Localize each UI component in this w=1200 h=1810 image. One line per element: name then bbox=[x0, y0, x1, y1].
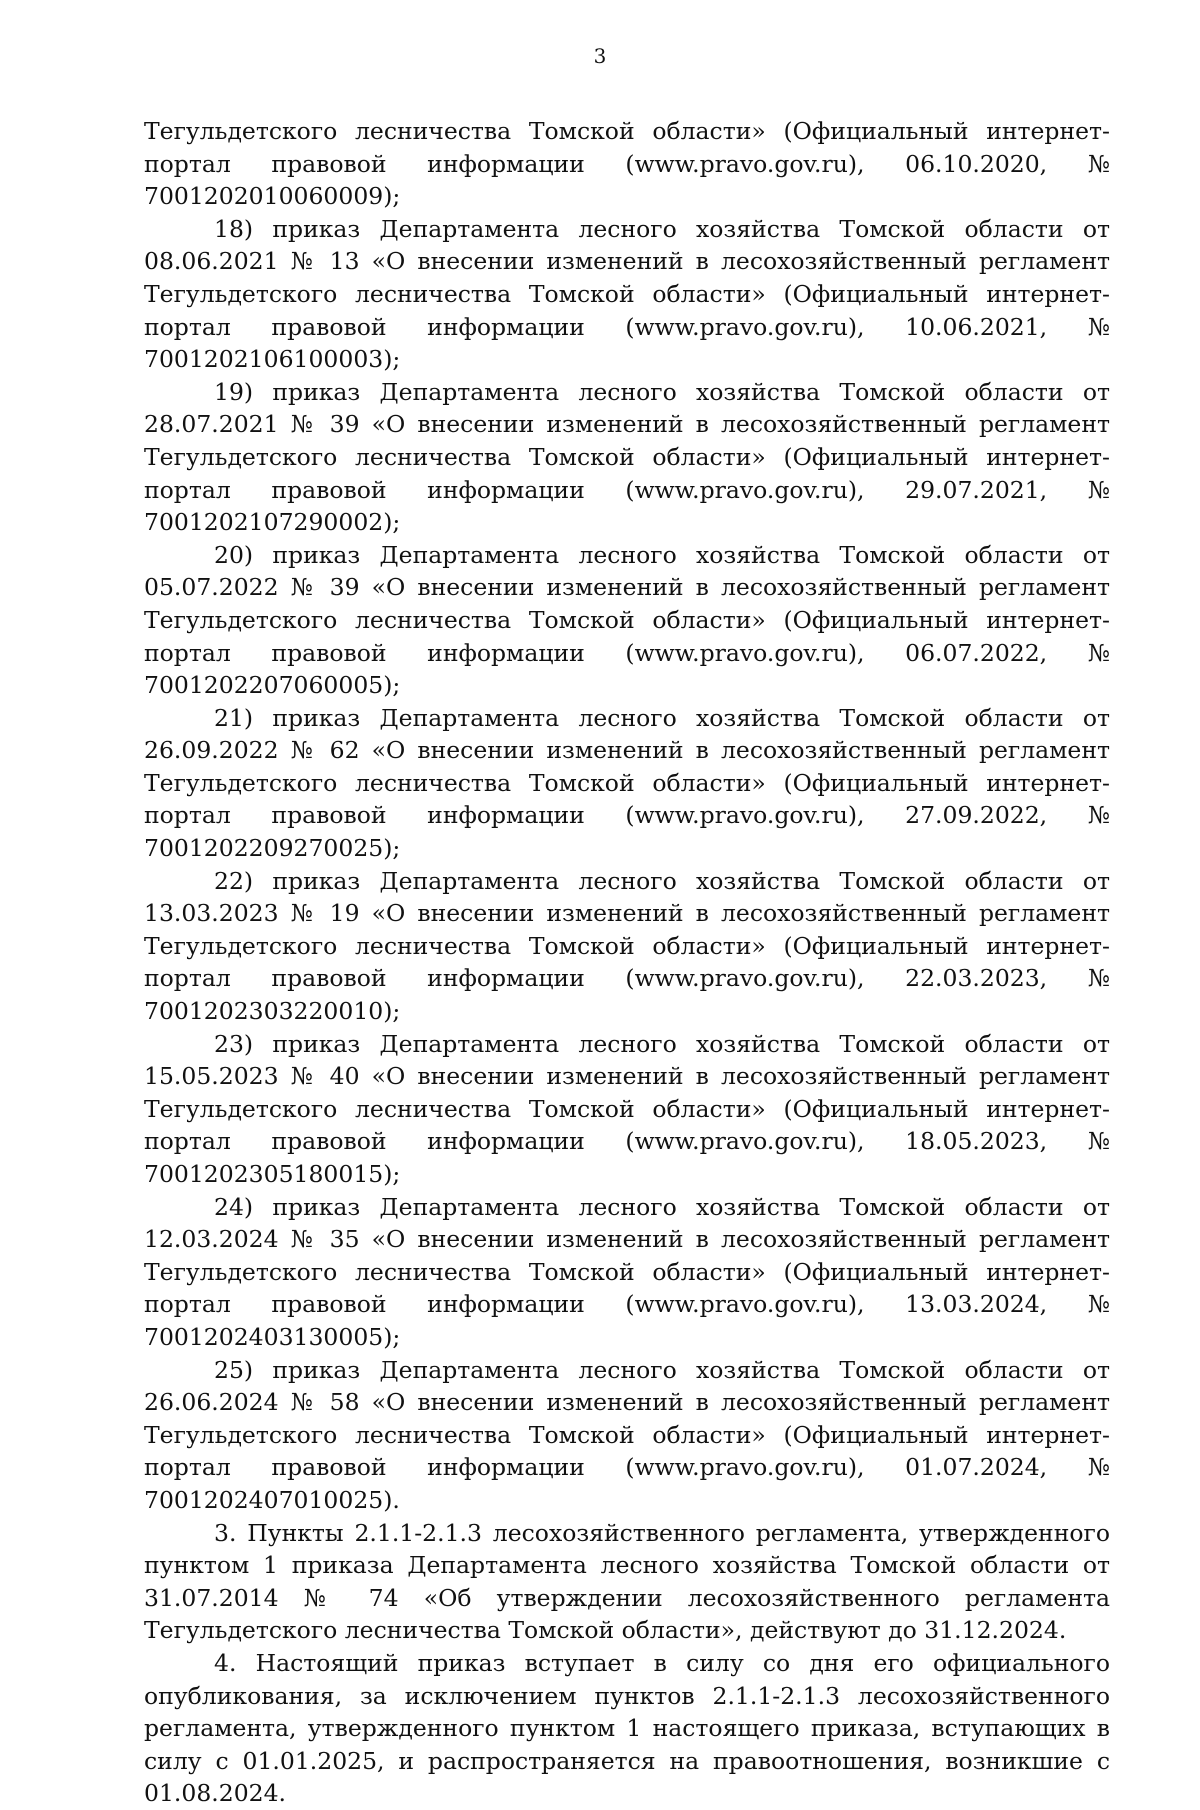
list-item-22: 22) приказ Департамента лесного хозяйства Томской области от 13.03.2023 № 19 «О внесении изменений в лесохозяйственный регламент Тегульдетского лесничества Томской области» (Официальный интернет-портал правовой информации (www.pravo.gov.ru), 22.03.2023, № 7001202303220010); bbox=[144, 866, 1110, 1026]
page-number: 3 bbox=[593, 44, 607, 68]
list-item-23: 23) приказ Департамента лесного хозяйства Томской области от 15.05.2023 № 40 «О внесении изменений в лесохозяйственный регламент Тегульдетского лесничества Томской области» (Официальный интернет-портал правовой информации (www.pravo.gov.ru), 18.05.2023, № 7001202305180015); bbox=[144, 1029, 1110, 1188]
list-item-19: 19) приказ Департамента лесного хозяйства Томской области от 28.07.2021 № 39 «О внесении изменений в лесохозяйственный регламент Тегульдетского лесничества Томской области» (Официальный интернет-портал правовой информации (www.pravo.gov.ru), 29.07.2021, № 7001202107290002); bbox=[144, 377, 1110, 537]
list-item-20: 20) приказ Департамента лесного хозяйства Томской области от 05.07.2022 № 39 «О внесении изменений в лесохозяйственный регламент Тегульдетского лесничества Томской области» (Официальный интернет-портал правовой информации (www.pravo.gov.ru), 06.07.2022, № 7001202207060005); bbox=[144, 540, 1110, 700]
clause-3: 3. Пункты 2.1.1-2.1.3 лесохозяйственного регламента, утвержденного пунктом 1 приказа Департамента лесного хозяйства Томской области от 31.07.2014 № 74 «Об утверждении лесохозяйственного регламента Тегульдетского лесничества Томской области», действуют до 31.12.2024. bbox=[144, 1518, 1110, 1645]
clause-4: 4. Настоящий приказ вступает в силу со дня его официального опубликования, за исключением пунктов 2.1.1-2.1.3 лесохозяйственного регламента, утвержденного пунктом 1 настоящего приказа, вступающих в силу с 01.01.2025, и распространяется на правоотношения, возникшие с 01.08.2024. bbox=[144, 1648, 1110, 1808]
list-item-18: 18) приказ Департамента лесного хозяйства Томской области от 08.06.2021 № 13 «О внесении изменений в лесохозяйственный регламент Тегульдетского лесничества Томской области» (Официальный интернет-портал правовой информации (www.pravo.gov.ru), 10.06.2021, № 7001202106100003); bbox=[144, 214, 1110, 374]
document-body bbox=[144, 115, 1110, 1810]
paragraph-continuation: Тегульдетского лесничества Томской области» (Официальный интернет-портал правовой информации (www.pravo.gov.ru), 06.10.2020, № 7001202010060009); bbox=[144, 117, 1110, 211]
list-item-21: 21) приказ Департамента лесного хозяйства Томской области от 26.09.2022 № 62 «О внесении изменений в лесохозяйственный регламент Тегульдетского лесничества Томской области» (Официальный интернет-портал правовой информации (www.pravo.gov.ru), 27.09.2022, № 7001202209270025); bbox=[144, 703, 1110, 863]
list-item-24: 24) приказ Департамента лесного хозяйства Томской области от 12.03.2024 № 35 «О внесении изменений в лесохозяйственный регламент Тегульдетского лесничества Томской области» (Официальный интернет-портал правовой информации (www.pravo.gov.ru), 13.03.2024, № 7001202403130005); bbox=[144, 1192, 1110, 1351]
list-item-25: 25) приказ Департамента лесного хозяйства Томской области от 26.06.2024 № 58 «О внесении изменений в лесохозяйственный регламент Тегульдетского лесничества Томской области» (Официальный интернет-портал правовой информации (www.pravo.gov.ru), 01.07.2024, № 7001202407010025). bbox=[144, 1355, 1110, 1514]
